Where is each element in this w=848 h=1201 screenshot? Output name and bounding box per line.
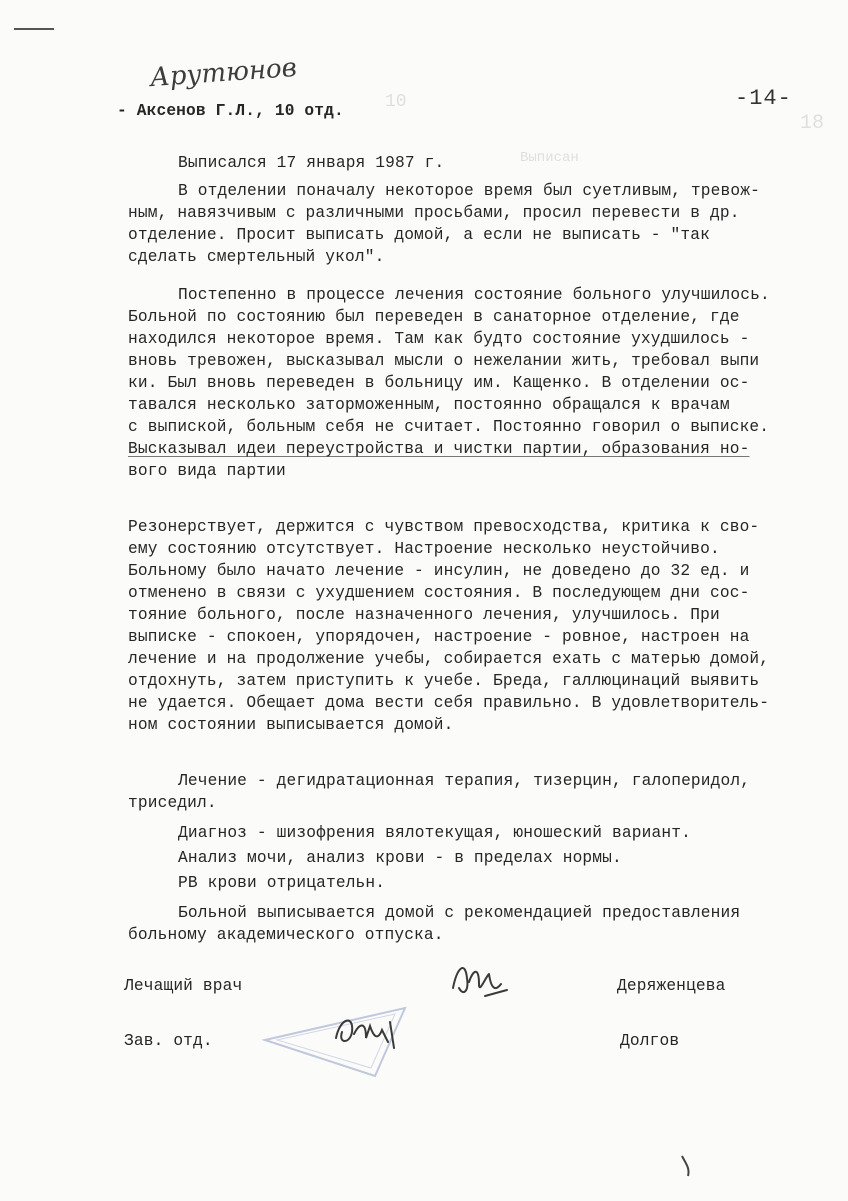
text-line: отменено в связи с ухудшением состояния. В последующем дни сос-	[128, 584, 750, 602]
text-line: Высказывал идеи переустройства и чистки партии, образования но-	[128, 440, 750, 458]
attending-doctor-label: Лечащий врач	[124, 977, 243, 995]
text-line: ки. Был вновь переведен в больницу им. Кащенко. В отделении ос-	[128, 374, 750, 392]
diagnosis: Диагноз - шизофрения вялотекущая, юношеский вариант.	[178, 824, 691, 842]
text-line: вого вида партии	[128, 462, 286, 480]
text-line: лечение и на продолжение учебы, собирается ехать с матерью домой,	[128, 650, 770, 668]
bleed-through-text: Выписан	[520, 150, 579, 166]
text-line: выписке - спокоен, упорядочен, настроение - ровное, настроен на	[128, 628, 750, 646]
text-line: не удается. Обещает дома вести себя правильно. В удовлетворитель-	[128, 694, 770, 712]
text-line: ему состоянию отсутствует. Настроение несколько неустойчиво.	[128, 540, 720, 558]
scan-mark	[676, 1150, 706, 1180]
text-line: ном состоянии выписывается домой.	[128, 716, 454, 734]
department-head-label: Зав. отд.	[124, 1032, 213, 1050]
text-line: находился некоторое время. Там как будто состояние ухудшилось -	[128, 330, 750, 348]
text-line: больному академического отпуска.	[128, 926, 444, 944]
paragraph-course	[128, 284, 770, 482]
doctor-signature	[445, 948, 515, 1008]
paragraph-initial-state	[128, 180, 760, 268]
patient-header: - Аксенов Г.Л., 10 отд.	[117, 102, 344, 120]
text-line: вновь тревожен, высказывал мысли о нежелании жить, требовал выпи	[128, 352, 760, 370]
text-line: отдохнуть, затем приступить к учебе. Бреда, галлюцинаций выявить	[128, 672, 760, 690]
text-line: триседил.	[128, 794, 217, 812]
text-line: тавался несколько заторможенным, постоянно обращался к врачам	[128, 396, 730, 414]
page-number: -14-	[735, 86, 792, 111]
scan-edge-mark	[14, 28, 54, 30]
text-line: Больному было начато лечение - инсулин, не доведено до 32 ед. и	[128, 562, 750, 580]
text-line: ным, навязчивым с различными просьбами, просил перевести в др.	[128, 204, 740, 222]
text-line: сделать смертельный укол".	[128, 248, 385, 266]
text-line: Больной выписывается домой с рекомендацией предоставления	[178, 904, 741, 922]
attending-doctor-name: Деряженцева	[617, 977, 726, 995]
rv-test: РВ крови отрицательн.	[178, 874, 386, 892]
text-line: тояние больного, после назначенного лечения, улучшилось. При	[128, 606, 720, 624]
handwritten-name: Арутюнов	[149, 52, 298, 94]
text-line: Постепенно в процессе лечения состояние больного улучшилось.	[178, 286, 770, 304]
recommendation	[128, 902, 740, 946]
text-line: В отделении поначалу некоторое время был суетливым, тревож-	[178, 182, 760, 200]
text-line: Резонерствует, держится с чувством превосходства, критика к сво-	[128, 518, 760, 536]
bleed-through-text: 18	[800, 112, 825, 135]
department-head-name: Долгов	[620, 1032, 680, 1050]
head-signature	[330, 1008, 410, 1056]
treatment-section	[128, 770, 750, 814]
text-line: Лечение - дегидратационная терапия, тизерцин, галоперидол,	[178, 772, 751, 790]
bleed-through-text: 10	[385, 92, 407, 112]
text-line: Больной по состоянию был переведен в санаторное отделение, где	[128, 308, 740, 326]
paragraph-discharge-state	[128, 516, 769, 736]
text-line: отделение. Просит выписать домой, а если не выписать - "так	[128, 226, 710, 244]
text-line: с выпиской, больным себя не считает. Постоянно говорил о выписке.	[128, 418, 770, 436]
discharge-date: Выписался 17 января 1987 г.	[178, 154, 445, 172]
lab-analyses: Анализ мочи, анализ крови - в пределах нормы.	[178, 849, 622, 867]
